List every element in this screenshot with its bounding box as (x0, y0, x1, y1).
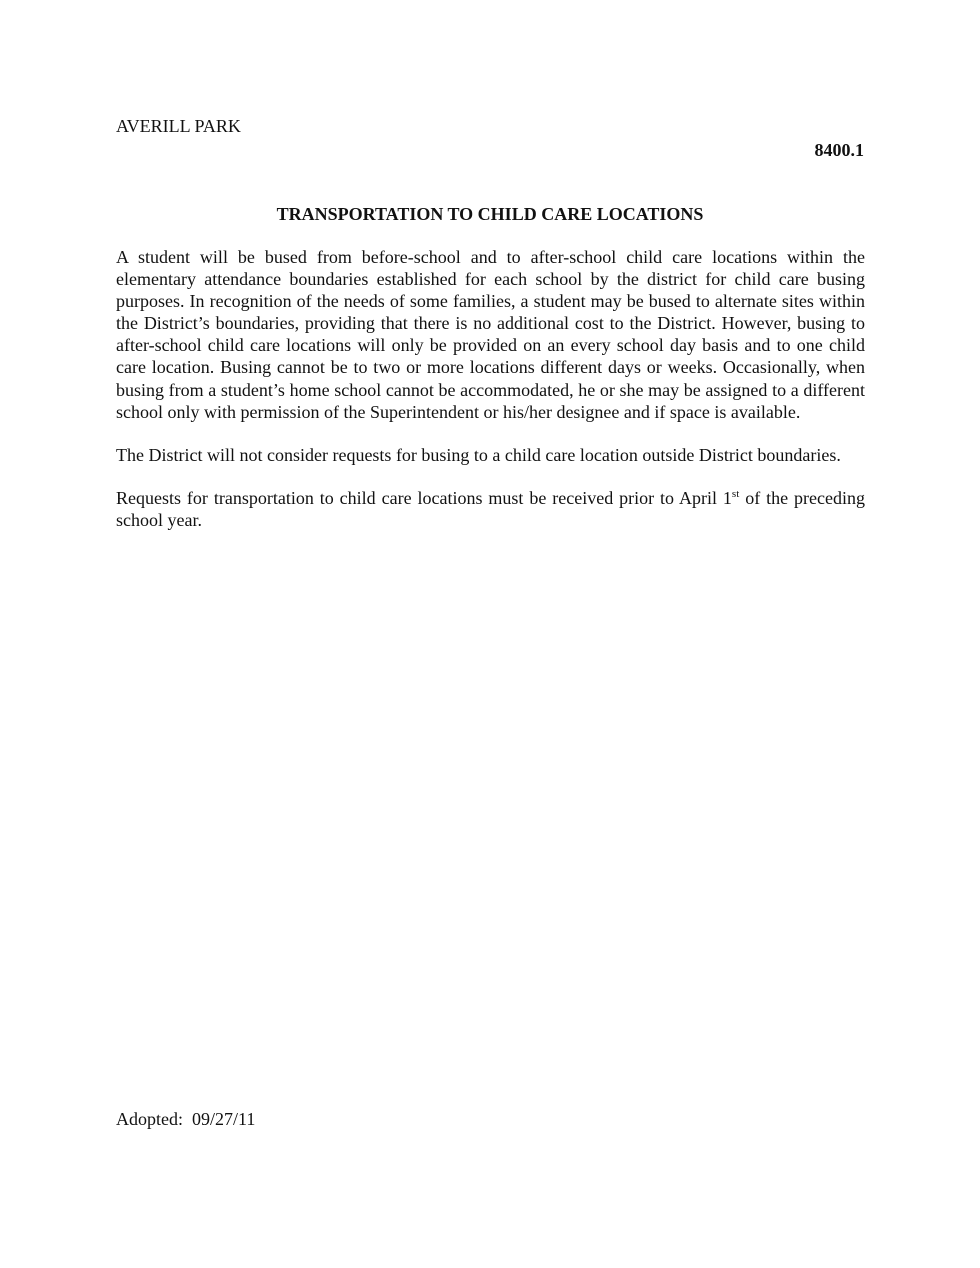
policy-title: TRANSPORTATION TO CHILD CARE LOCATIONS (276, 204, 704, 224)
policy-body (116, 246, 865, 552)
policy-number: 8400.1 (814, 140, 864, 160)
adopted-date: 09/27/11 (192, 1109, 256, 1129)
paragraph-request-deadline (116, 487, 865, 531)
paragraph-outside-boundaries: The District will not consider requests for busing to a child care location outside District boundaries. (116, 444, 841, 465)
adopted-line (116, 1107, 255, 1131)
deadline-text-after: of the preceding school year. (116, 487, 865, 530)
ordinal-suffix: st (731, 487, 740, 500)
adopted-label: Adopted: (116, 1109, 183, 1129)
district-name: AVERILL PARK (116, 116, 241, 136)
deadline-text-before: Requests for transportation to child care locations must be received prior to April 1 (116, 487, 732, 508)
paragraph-busing-rules: A student will be bused from before-school and to after-school child care locations within the elementary attendance boundaries established for each school by the district for child care busing purposes. In recognition of the needs of some families, a student may be bused to alternate sites within the District’s boundaries, providing that there is no additional cost to the District. However, busing to after-school child care locations will only be provided on an every school day basis and to one child care location. Busing cannot be to two or more locations different days or weeks. Occasionally, when busing from a student’s home school cannot be accommodated, he or she may be assigned to a different school only with permission of the Superintendent or his/her designee and if space is available. (116, 247, 865, 422)
